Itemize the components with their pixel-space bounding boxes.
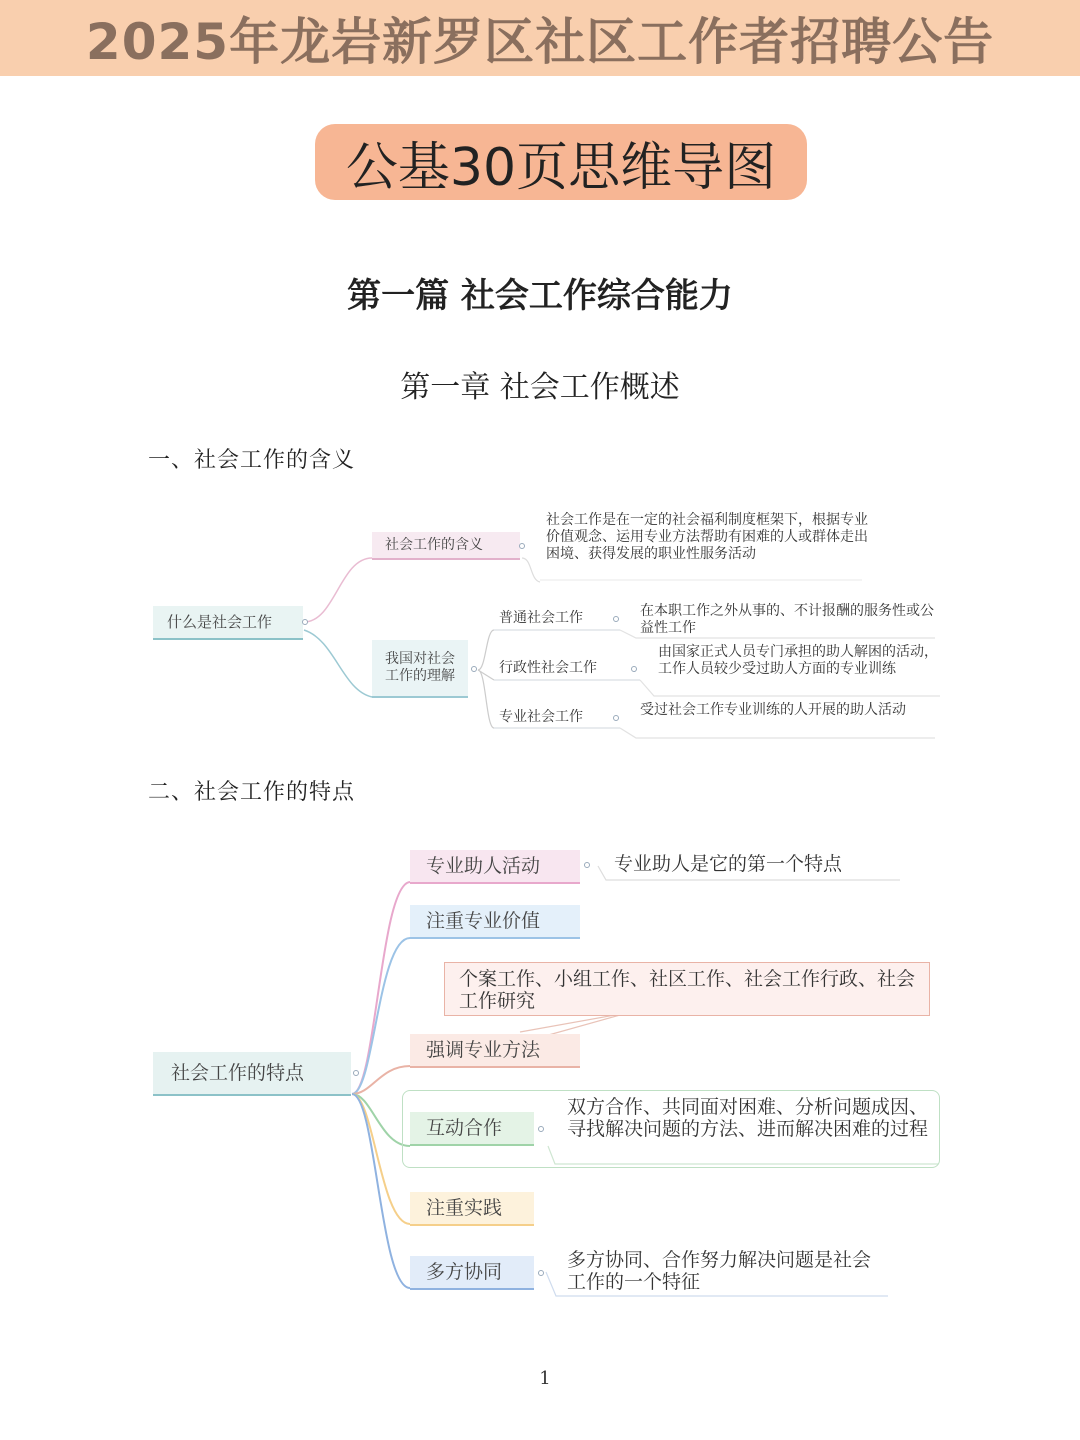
understanding-item-3-label: 专业社会工作 <box>499 709 583 725</box>
section2-heading: 二、社会工作的特点 <box>148 780 356 805</box>
branch-professional-values: 注重专业价值 <box>410 905 580 939</box>
mindmap2-root: 社会工作的特点 <box>153 1052 351 1096</box>
banner-title: 2025年龙岩新罗区社区工作者招聘公告 <box>85 13 995 71</box>
meaning-text: 社会工作是在一定的社会福利制度框架下，根据专业价值观念、运用专业方法帮助有困难的人或群体走出困境、获得发展的职业性服务活动 <box>546 512 868 563</box>
collapse-dot <box>613 715 619 721</box>
branch-interaction-text: 双方合作、共同面对困难、分析问题成因、寻找解决问题的方法、进而解决困难的过程 <box>567 1096 929 1140</box>
understanding-node: 我国对社会工作的理解 <box>372 640 468 698</box>
collapse-dot <box>631 666 637 672</box>
branch-professional-help-text: 专业助人是它的第一个特点 <box>614 853 843 875</box>
section1-heading: 一、社会工作的含义 <box>148 448 356 473</box>
collapse-dot <box>519 543 525 549</box>
collapse-dot <box>584 862 590 868</box>
understanding-item-1-text: 在本职工作之外从事的、不计报酬的服务性或公益性工作 <box>640 603 934 637</box>
collapse-dot <box>613 616 619 622</box>
branch-collaboration: 多方协同 <box>410 1256 534 1290</box>
header-banner <box>0 0 1080 76</box>
collapse-dot <box>353 1070 359 1076</box>
subtitle: 公基30页思维导图 <box>345 137 777 198</box>
mindmap1-root: 什么是社会工作 <box>153 606 303 640</box>
chapter-title: 第一章 社会工作概述 <box>400 370 680 405</box>
branch-professional-help: 专业助人活动 <box>410 850 580 884</box>
collapse-dot <box>538 1270 544 1276</box>
meaning-node: 社会工作的含义 <box>372 532 520 560</box>
understanding-item-2-label: 行政性社会工作 <box>499 660 597 676</box>
collapse-dot <box>302 619 308 625</box>
collapse-dot <box>471 666 477 672</box>
part-title: 第一篇 社会工作综合能力 <box>347 276 733 316</box>
understanding-item-2-text: 由国家正式人员专门承担的助人解困的活动，工作人员较少受过助人方面的专业训练 <box>658 644 938 678</box>
subtitle-pill <box>315 124 807 200</box>
branch-professional-methods-text: 个案工作、小组工作、社区工作、社会工作行政、社会工作研究 <box>444 962 930 1016</box>
branch-interaction: 互动合作 <box>410 1112 534 1146</box>
understanding-item-3-text: 受过社会工作专业训练的人开展的助人活动 <box>640 702 906 718</box>
branch-collaboration-text: 多方协同、合作努力解决问题是社会工作的一个特征 <box>567 1249 872 1293</box>
branch-practice: 注重实践 <box>410 1192 534 1226</box>
collapse-dot <box>538 1126 544 1132</box>
page-number: 1 <box>539 1368 551 1389</box>
branch-professional-methods: 强调专业方法 <box>410 1034 580 1068</box>
understanding-item-1-label: 普通社会工作 <box>499 610 583 626</box>
